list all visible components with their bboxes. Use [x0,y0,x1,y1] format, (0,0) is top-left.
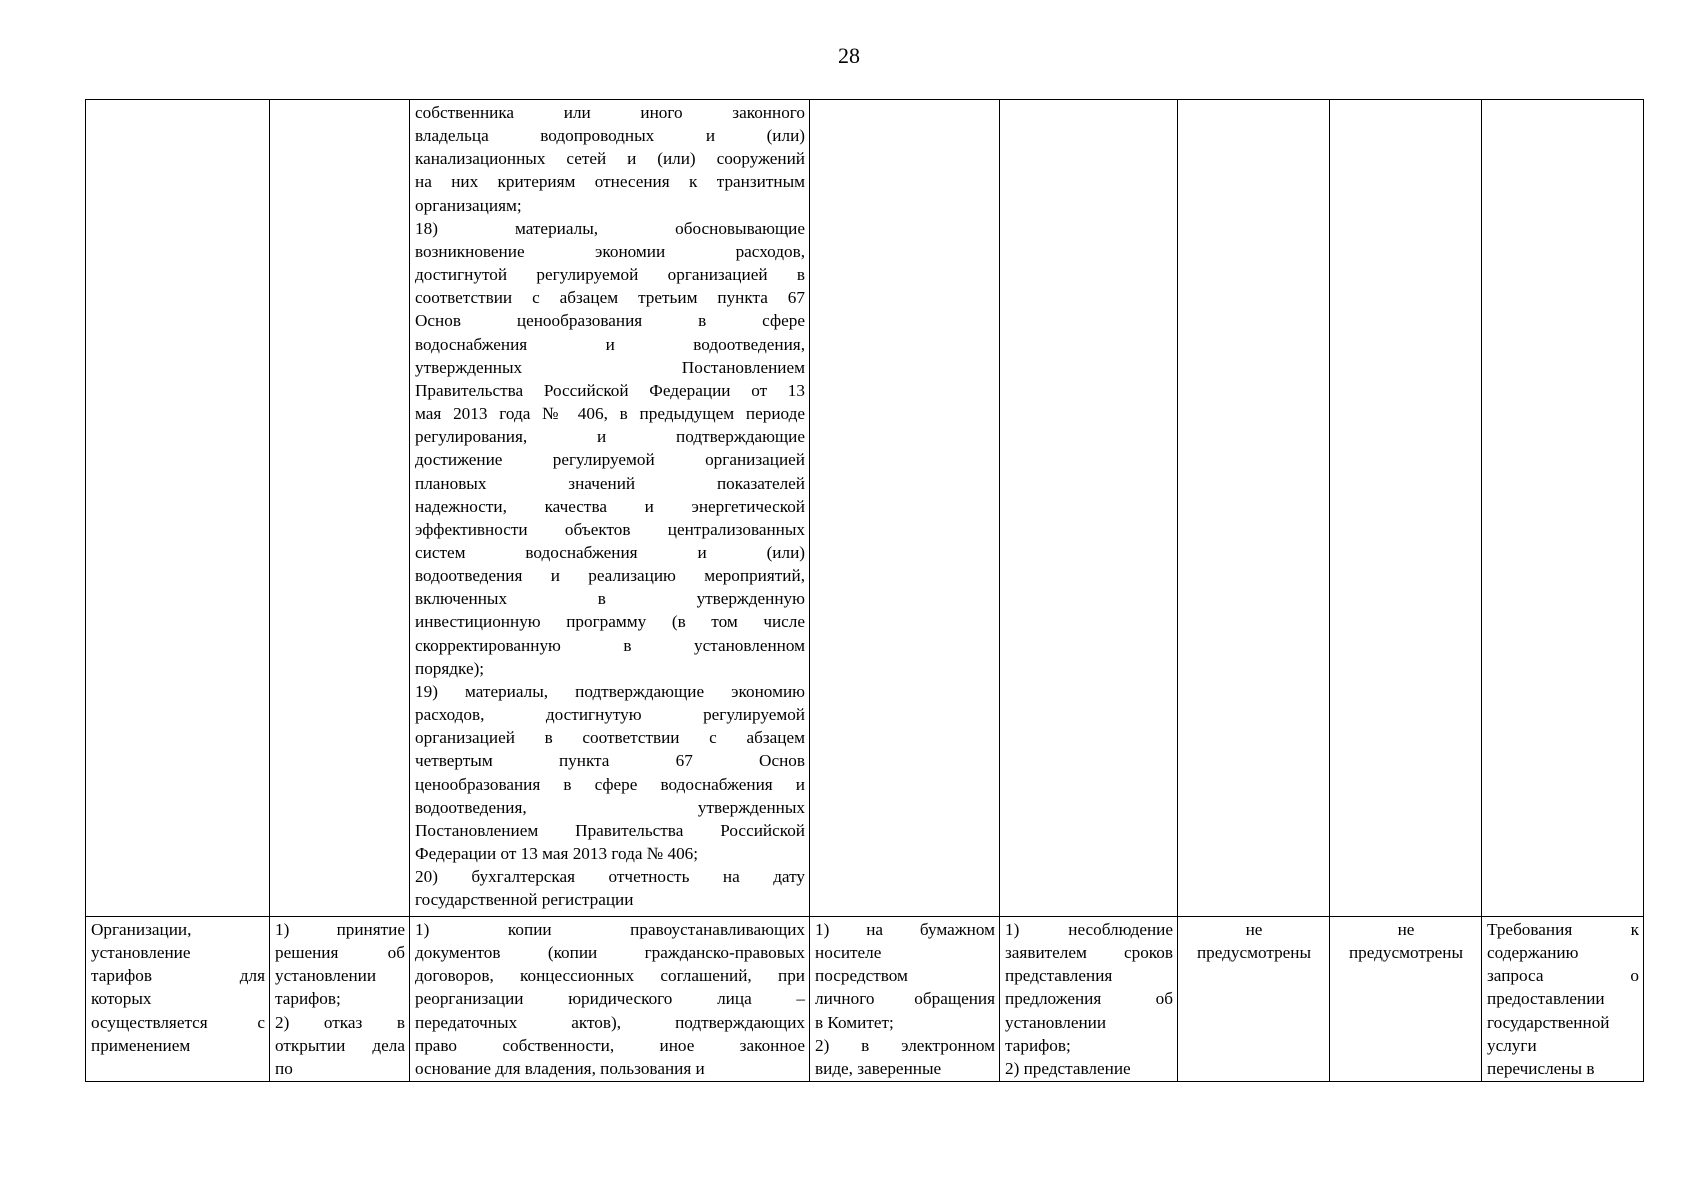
text-line: посредством [815,966,908,986]
text-line: которых [91,989,152,1009]
submission-method-text [815,918,995,1080]
text-line: установлении [275,966,377,986]
text-line: применением [91,1035,191,1055]
text-line: Основ ценообразования в сфере [415,311,805,331]
text-line: реорганизации юридического лица – [415,989,805,1009]
cell-submission-method [810,100,1000,917]
result-text [275,918,405,1080]
text-line: договоров, концессионных соглашений, при [415,966,805,986]
text-line: ценообразования в сфере водоснабжения и [415,774,805,794]
text-line: представления [1005,966,1113,986]
cell-result [270,100,410,917]
refusal-grounds-text [1005,918,1173,1080]
text-line: запроса о [1487,966,1639,986]
text-line: инвестиционную программу (в том числе [415,612,805,632]
cell-suspension-grounds [1178,100,1330,917]
text-line: государственной [1487,1012,1610,1032]
requirements-text [1487,918,1639,1080]
text-line: организациям; [415,195,522,215]
cell-recipients [86,100,270,917]
cell-requirements [1482,917,1644,1082]
cell-documents [410,100,810,917]
text-line: надежности, качества и энергетической [415,496,805,516]
text-line: основание для владения, пользования и [415,1058,705,1078]
text-line: тарифов для [91,966,265,986]
text-line: заявителем сроков [1005,943,1173,963]
text-line: содержанию [1487,943,1579,963]
text-line: 1) принятие [275,920,405,939]
text-line: открытии дела [275,1035,405,1055]
text-line: документов (копии гражданско-правовых [415,943,805,963]
text-line: в Комитет; [815,1012,894,1032]
suspension-grounds-text: не предусмотрены [1196,920,1312,963]
text-line: тарифов; [1005,1035,1071,1055]
text-line: 19) материалы, подтверждающие экономию [415,681,805,701]
text-line: по [275,1058,293,1078]
text-line: 2) отказ в [275,1012,405,1032]
text-line: систем водоснабжения и (или) [415,542,805,562]
text-line: услуги [1487,1035,1537,1055]
text-line: перечислены в [1487,1058,1595,1078]
text-line: достижение регулируемой организацией [415,450,805,470]
text-line: виде, заверенные [815,1058,942,1078]
cell-requirements [1482,100,1644,917]
text-line: возникновение экономии расходов, [415,241,805,261]
text-line: на них критериям отнесения к транзитным [415,172,805,192]
text-line: утвержденных Постановлением [415,357,805,377]
text-line: эффективности объектов централизованных [415,519,805,539]
text-line: носителе [815,943,882,963]
cell-submission-method [810,917,1000,1082]
text-line: мая 2013 года № 406, в предыдущем периоде [415,404,805,424]
text-line: предоставлении [1487,989,1605,1009]
cell-result [270,917,410,1082]
text-line: 18) материалы, обосновывающие [415,218,805,238]
text-line: водоотведения, утвержденных [415,797,805,817]
page-number: 28 [838,43,860,68]
text-line: передаточных актов), подтверждающих [415,1012,805,1032]
text-line: плановых значений показателей [415,473,805,493]
text-line: канализационных сетей и (или) сооружений [415,149,805,169]
text-line: достигнутой регулируемой организацией в [415,265,805,285]
text-line: установлении [1005,1012,1107,1032]
text-line: включенных в утвержденную [415,589,805,609]
text-line: Требования к [1487,920,1639,939]
text-line: 1) на бумажном [815,920,995,939]
text-line: Постановлением Правительства Российской [415,820,805,840]
text-line: Организации, [91,920,192,939]
table-row-continuation [86,100,1644,917]
table-row [86,917,1644,1082]
text-line: тарифов; [275,989,341,1009]
text-line: право собственности, иное законное [415,1035,805,1055]
cell-refusal-grounds [1000,100,1178,917]
cell-fee [1330,100,1482,917]
text-line: установление [91,943,191,963]
text-line: предложения об [1005,989,1173,1009]
cell-refusal-grounds [1000,917,1178,1082]
text-line: владельца водопроводных и (или) [415,126,805,146]
services-table [85,99,1644,1082]
text-line: Федерации от 13 мая 2013 года № 406; [415,844,699,863]
text-line: личного обращения [815,989,995,1009]
text-line: организацией в соответствии с абзацем [415,728,805,748]
text-line: скорректированную в установленном [415,635,805,655]
cell-documents [410,917,810,1082]
text-line: 2) в электронном [815,1035,995,1055]
documents-text [415,918,805,1080]
text-line: Правительства Российской Федерации от 13 [415,380,805,400]
text-line: 2) представление [1005,1058,1131,1078]
text-line: государственной регистрации [415,890,634,910]
text-line: 1) копии правоустанавливающих [415,920,805,939]
text-line: осуществляется с [91,1012,265,1032]
fee-text: не предусмотрены [1348,920,1464,963]
cell-suspension-grounds [1178,917,1330,1082]
text-line: водоснабжения и водоотведения, [415,334,805,354]
text-line: соответствии с абзацем третьим пункта 67 [415,288,805,308]
text-line: 1) несоблюдение [1005,920,1173,939]
text-line: решения об [275,943,405,963]
text-line: четвертым пункта 67 Основ [415,751,805,771]
text-line: расходов, достигнутую регулируемой [415,705,805,725]
recipients-text [91,918,265,1057]
cell-fee [1330,917,1482,1082]
text-line: регулирования, и подтверждающие [415,427,805,447]
text-line: 20) бухгалтерская отчетность на дату [415,867,805,887]
text-line: порядке); [415,658,485,678]
cell-recipients [86,917,270,1082]
text-line: водоотведения и реализацию мероприятий, [415,566,805,586]
documents-text [415,101,805,911]
text-line: собственника или иного законного [415,103,805,122]
